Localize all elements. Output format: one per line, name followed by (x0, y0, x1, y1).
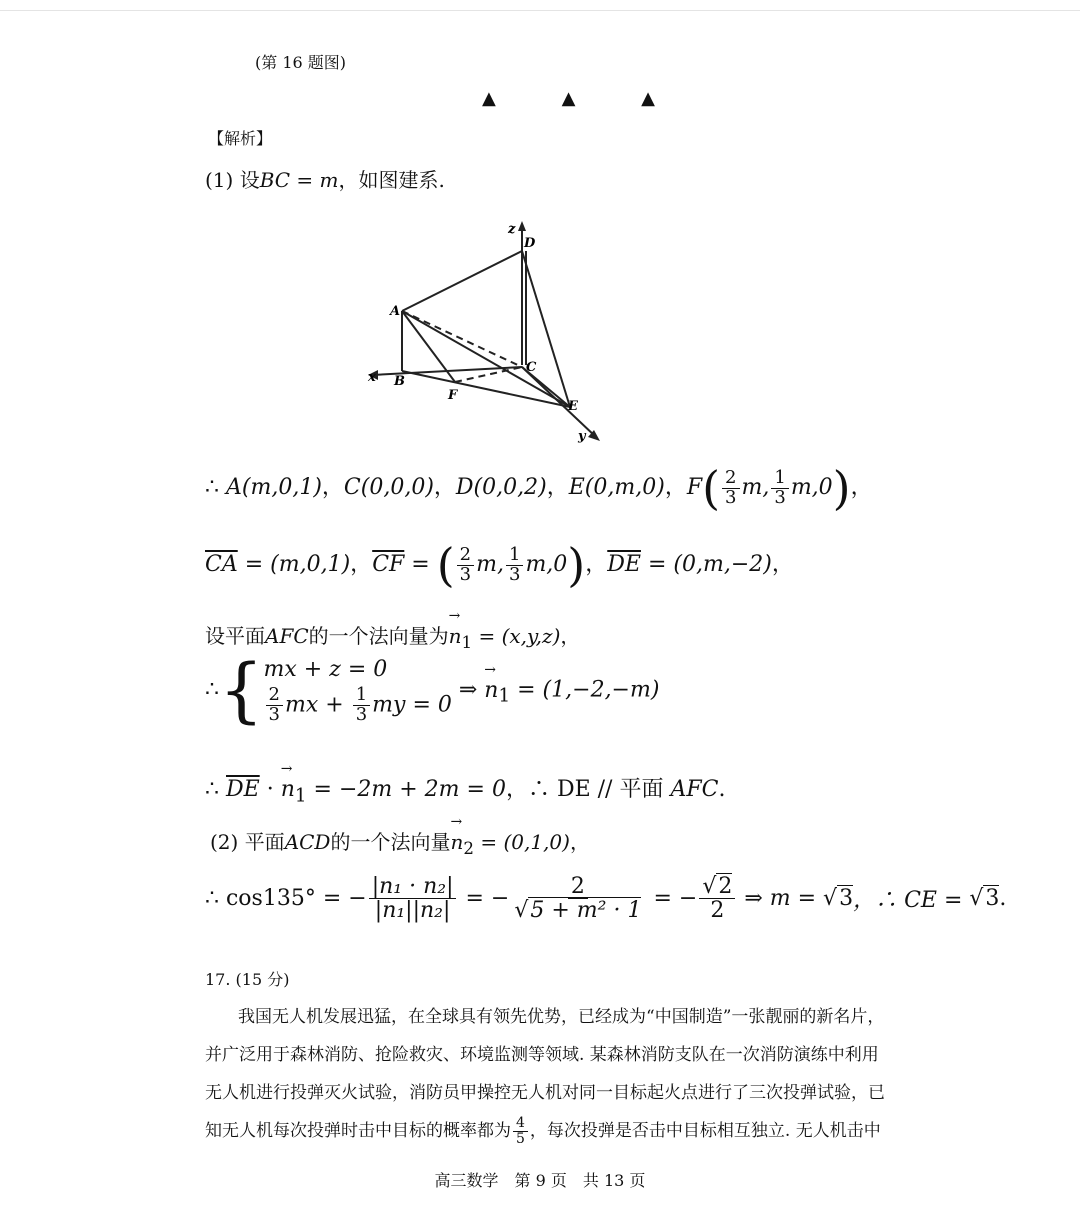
part2-prefix: (2) 平面 (210, 830, 285, 854)
dot-value: = −2m + 2m = 0 (306, 777, 506, 802)
coord-c: C(0,0,0) (343, 475, 434, 500)
plane-afc: AFC (670, 777, 719, 802)
sqrt-body: 2 (718, 874, 733, 899)
label-e: E (568, 399, 578, 414)
den: |n₁||n₂| (374, 898, 451, 924)
vector-cf: $\overline{CF}$ (372, 552, 405, 577)
sqrt-body: 3 (839, 886, 854, 912)
coords-line (205, 461, 873, 515)
geometry-figure (360, 215, 610, 450)
implies: ⇒ m = (737, 886, 824, 912)
label-x: x (368, 370, 376, 385)
den: 2 (710, 898, 725, 924)
frac (513, 1116, 528, 1146)
sep: ， (585, 552, 608, 577)
edge-ac-dashed (402, 311, 522, 367)
part1-prefix: (1) 设 (205, 168, 260, 192)
page-footer: 高三数学 第 9 页 共 13 页 (434, 1171, 646, 1190)
dot: · (259, 777, 281, 802)
vector-de-value: = (0,m,−2) (640, 552, 772, 577)
normal-intro-mid: 的一个法向量为 (308, 624, 449, 648)
end: . (718, 777, 726, 802)
part1-suffix: ，如图建系. (338, 168, 445, 192)
paren-close: ) (832, 461, 851, 515)
label-z: z (508, 222, 516, 237)
part2-value: = (0,1,0) (473, 830, 570, 854)
num: 2 (568, 875, 588, 899)
frac (722, 466, 739, 508)
coord-f-mid: m, (741, 475, 770, 500)
den: 3 (725, 486, 737, 508)
frac (353, 686, 370, 725)
sep: ， (321, 475, 344, 500)
coord-d: D(0,0,2) (455, 475, 547, 500)
label-c: C (526, 360, 537, 375)
num: 1 (506, 546, 523, 566)
num: 4 (513, 1116, 528, 1132)
part2-mid: 的一个法向量 (330, 830, 451, 854)
suffix: ， (560, 624, 581, 648)
vector-cf-end: m,0 (525, 552, 568, 577)
problem-17-line-1: 我国无人机发展迅猛，在全球具有领先优势，已经成为“中国制造”一张靓丽的新名片， (238, 1007, 885, 1027)
sep: ， (433, 475, 456, 500)
frac (771, 466, 788, 508)
problem-17-header: 17. (15 分) (205, 970, 290, 989)
paren-close: ) (567, 538, 586, 592)
frac (506, 543, 523, 585)
label-b: B (394, 374, 405, 389)
cos-mid: ，∴ CE = (853, 888, 970, 914)
sqrt-body: 3 (985, 886, 1000, 912)
normal-vector-n: → n (450, 830, 463, 854)
plane-afc: AFC (265, 624, 309, 648)
section-label: 【解析】 (208, 129, 273, 148)
part1-line (205, 164, 445, 193)
num: 1 (771, 469, 788, 489)
subscript: 2 (463, 839, 474, 858)
line4-pre: 知无人机每次投弹时击中目标的概率都为 (205, 1121, 511, 1141)
paren-open: ( (436, 538, 455, 592)
den: 3 (774, 486, 786, 508)
num: 2 (266, 686, 283, 706)
subscript: 1 (461, 633, 473, 652)
coord-f-end: m,0 (790, 475, 833, 500)
normal-vector-n: → n (449, 624, 462, 648)
normal-intro-value: = (x,y,z) (472, 624, 561, 648)
subscript: 1 (294, 785, 307, 807)
normal-vector-n: → n (281, 777, 295, 802)
therefore-symbol: ∴ (205, 777, 226, 802)
problem-17-line-4 (205, 1112, 881, 1150)
sep: ， (664, 475, 687, 500)
system-rows (264, 655, 452, 725)
therefore-symbol: ∴ (205, 475, 226, 500)
problem-17-line-2: 并广泛用于森林消防、抢险救灾、环境监测等领域. 某森林消防支队在一次消防演练中利用 (205, 1045, 879, 1065)
system-eq2 (264, 686, 452, 725)
end: . (999, 886, 1007, 912)
system-eq1: mx + z = 0 (263, 657, 388, 683)
label-y: y (578, 429, 586, 444)
line4-post: ，每次投弹是否击中目标相互独立. 无人机击中 (529, 1121, 881, 1141)
sep: ， (350, 552, 373, 577)
label-a: A (390, 304, 401, 319)
vectors-line (205, 538, 794, 592)
edge-ad (402, 251, 522, 311)
sqrt-sign: √ (969, 886, 984, 912)
z-arrowhead (518, 221, 526, 231)
triangle-markers: ▲ ▲ ▲ (482, 88, 685, 109)
frac (457, 543, 474, 585)
therefore-symbol: ∴ (205, 677, 219, 703)
coord-a: A(m,0,1) (226, 475, 322, 500)
sqrt-body: 5 + m² · 1 (530, 898, 642, 924)
problem-17-line-3: 无人机进行投弹灭火试验，消防员甲操控无人机对同一目标起火点进行了三次投弹试验，已 (205, 1083, 885, 1103)
cos-lead: ∴ cos135° = − (205, 886, 367, 912)
figure-caption: (第 16 题图) (255, 53, 347, 72)
vector-de: $\overline{DE}$ (607, 552, 641, 577)
vector-de: $\overline{DE}$ (226, 777, 260, 802)
label-f: F (448, 388, 458, 403)
coord-f-label: F (686, 475, 703, 500)
cos-line (205, 875, 1006, 922)
sqrt-sign: √ (823, 886, 838, 912)
equation-system (205, 649, 660, 731)
sep: ， (546, 475, 569, 500)
subscript: 1 (498, 685, 511, 707)
part2-line (210, 826, 590, 858)
brace: { (219, 649, 264, 731)
dot-mid: ，∴ DE // 平面 (505, 777, 671, 802)
normal-intro-line (205, 620, 580, 652)
eq2-a: mx + (285, 692, 351, 718)
den (511, 899, 644, 922)
num: 1 (353, 686, 370, 706)
vector-cf-mid: m, (476, 552, 504, 577)
dot-product-line (205, 772, 725, 806)
normal-intro-prefix: 设平面 (205, 624, 265, 648)
label-d: D (524, 236, 536, 251)
sqrt-sign: √ (514, 898, 529, 924)
den: 5 (516, 1131, 525, 1147)
eq: = (404, 552, 437, 577)
num (699, 875, 735, 899)
eq2-b: my = 0 (372, 692, 452, 718)
part1-m: m (319, 168, 339, 192)
den: 3 (355, 703, 368, 725)
paren-open: ( (702, 461, 721, 515)
coord-e: E(0,m,0) (568, 475, 665, 500)
implies: ⇒ (451, 677, 485, 703)
sep: ， (771, 552, 794, 577)
vector-ca: $\overline{CA}$ (205, 552, 238, 577)
eq: = − (646, 886, 698, 912)
suffix: ， (569, 830, 590, 854)
plane-acd: ACD (284, 830, 331, 854)
sqrt-sign: √ (702, 874, 717, 899)
normal-vector-n: → n (484, 678, 498, 703)
sep: ， (850, 475, 873, 500)
den: 3 (459, 563, 472, 585)
num: 2 (457, 546, 474, 566)
den: 3 (508, 563, 521, 585)
system-result: = (1,−2,−m) (510, 677, 660, 703)
part1-bc: BC (259, 168, 291, 192)
frac (369, 875, 457, 922)
vector-ca-value: = (m,0,1) (237, 552, 351, 577)
frac (266, 686, 283, 725)
part1-eq: = (290, 168, 320, 192)
den: 3 (268, 703, 280, 725)
num: 2 (722, 469, 739, 489)
top-divider (0, 10, 1080, 11)
frac (699, 875, 735, 922)
frac (511, 875, 644, 922)
eq: = − (458, 886, 510, 912)
num: |n₁ · n₂| (369, 875, 457, 899)
